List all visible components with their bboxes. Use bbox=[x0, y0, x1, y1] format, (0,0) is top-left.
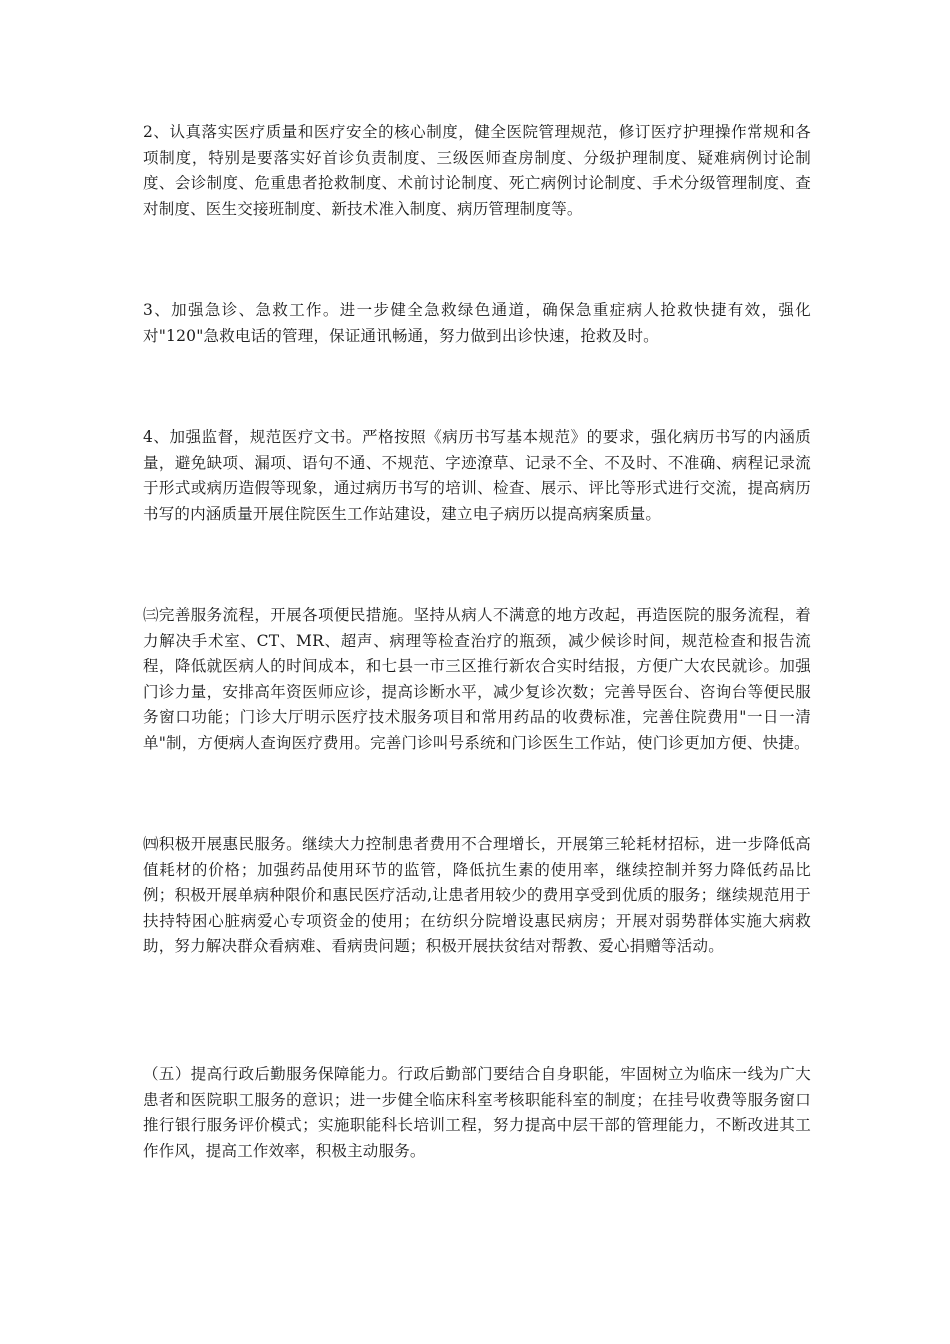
paragraph-admin-logistics: （五）提高行政后勤服务保障能力。行政后勤部门要结合自身职能，牢固树立为临床一线为广大患者和医院职工服务的意识；进一步健全临床科室考核职能科室的制度；在挂号收费等服务窗口推行银行服务评价模式；实施职能科长培训工程，努力提高中层干部的管理能力，不断改进其工作作风，提高工作效率，积极主动服务。 bbox=[143, 1065, 811, 1160]
paragraph-benefit-services: ㈣积极开展惠民服务。继续大力控制患者费用不合理增长，开展第三轮耗材招标，进一步降低高值耗材的价格；加强药品使用环节的监管，降低抗生素的使用率，继续控制并努力降低药品比例；积极开展单病种限价和惠民医疗活动,让患者用较少的费用享受到优质的服务；继续规范用于扶持特困心脏病爱心专项资金的使用；在纺织分院增设惠民病房；开展对弱势群体实施大病救助，努力解决群众看病难、看病贵问题；积极开展扶贫结对帮教、爱心捐赠等活动。 bbox=[143, 835, 811, 955]
paragraph-core-systems: 2、认真落实医疗质量和医疗安全的核心制度，健全医院管理规范，修订医疗护理操作常规和各项制度，特别是要落实好首诊负责制度、三级医师查房制度、分级护理制度、疑难病例讨论制度、会诊制度、危重患者抢救制度、术前讨论制度、死亡病例讨论制度、手术分级管理制度、查对制度、医生交接班制度、新技术准入制度、病历管理制度等。 bbox=[143, 123, 811, 218]
paragraph-medical-records: 4、加强监督，规范医疗文书。严格按照《病历书写基本规范》的要求，强化病历书写的内涵质量，避免缺项、漏项、语句不通、不规范、字迹潦草、记录不全、不及时、不准确、病程记录流于形式或病历造假等现象，通过病历书写的培训、检查、展示、评比等形式进行交流，提高病历书写的内涵质量开展住院医生工作站建设，建立电子病历以提高病案质量。 bbox=[143, 428, 811, 523]
paragraph-service-process: ㈢完善服务流程，开展各项便民措施。坚持从病人不满意的地方改起，再造医院的服务流程，着力解决手术室、CT、MR、超声、病理等检查治疗的瓶颈，减少候诊时间，规范检查和报告流程，降低就医病人的时间成本，和七县一市三区推行新农合实时结报，方便广大农民就诊。加强门诊力量，安排高年资医师应诊，提高诊断水平，减少复诊次数；完善导医台、咨询台等便民服务窗口功能；门诊大厅明示医疗技术服务项目和常用药品的收费标准，完善住院费用"一日一清单"制，方便病人查询医疗费用。完善门诊叫号系统和门诊医生工作站，使门诊更加方便、快捷。 bbox=[143, 606, 811, 752]
paragraph-emergency: 3、加强急诊、急救工作。进一步健全急救绿色通道，确保急重症病人抢救快捷有效，强化对"120"急救电话的管理，保证通讯畅通，努力做到出诊快速，抢救及时。 bbox=[143, 301, 811, 345]
